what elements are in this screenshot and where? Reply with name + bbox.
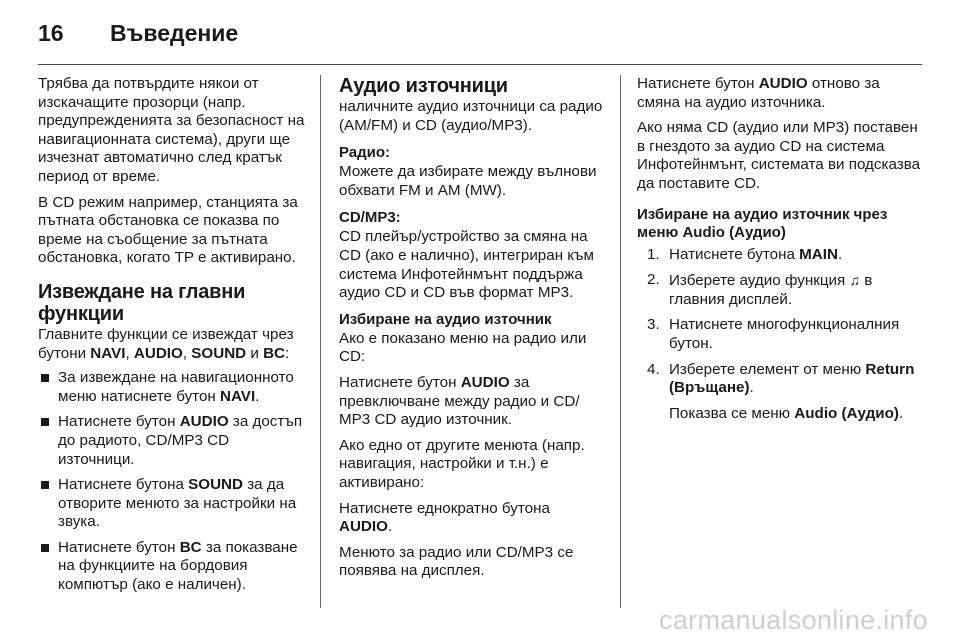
paragraph: Натиснете бутон AUDIO отново за смяна на аудио източника. — [637, 75, 880, 111]
column-2 — [339, 75, 607, 588]
subheading-radio: Радио: — [339, 144, 391, 162]
header-rule — [38, 64, 922, 65]
numbered-steps — [637, 246, 927, 424]
column-3 — [637, 75, 927, 430]
subheading-select-via-audio-menu: Избиране на аудио източник чрез меню Audio (Аудио) — [637, 205, 888, 241]
list-item: 3. Натиснете многофункционалния бутон. — [647, 316, 900, 352]
bullet-list — [38, 369, 306, 595]
music-note-icon: ♫ — [849, 272, 860, 289]
button-name-navi: NAVI — [90, 344, 126, 362]
paragraph: Ако едно от другите менюта (напр. навигация, настройки и т.н.) е активирано: — [339, 436, 585, 491]
paragraph: наличните аудио източници са радио (AM/FM) и CD (аудио/MP3). — [339, 98, 603, 134]
section-heading-main-functions: Извеждане на главни функции — [38, 280, 246, 325]
page-number: 16 — [38, 19, 64, 46]
list-item: За извеждане на навигационното меню натиснете бутон NAVI. — [38, 369, 306, 406]
paragraph: Натиснете бутон AUDIO за превключване между радио и CD/ MP3 CD аудио източник. — [339, 373, 580, 429]
subheading-select-audio-source: Избиране на аудио източник — [339, 310, 552, 328]
bullet-square-icon — [41, 418, 49, 426]
bullet-square-icon — [41, 374, 49, 382]
paragraph: Ако няма CD (аудио или MP3) поставен в гнездото за аудио CD на система Инфотейнмънт, системата ви подсказва да поставите CD. — [637, 119, 921, 192]
column-divider-1 — [320, 75, 321, 608]
button-name-audio: AUDIO — [133, 344, 183, 362]
paragraph: В CD режим например, станцията за пътната обстановка се показва по време на съобщение за пътната обстановка, когато TP е активирано. — [38, 193, 298, 267]
page-header — [38, 18, 238, 48]
step-result: Показва се меню Audio (Аудио). — [669, 404, 904, 422]
column-1 — [38, 75, 306, 602]
paragraph: Ако е показано меню на радио или CD: — [339, 329, 587, 366]
button-name-bc: BC — [263, 344, 286, 362]
list-item: Натиснете бутон BC за показване на функциите на бордовия компютър (ако е наличен). — [38, 539, 306, 595]
list-item: 2. Изберете аудио функция ♫ в главния дисплей. — [647, 271, 873, 308]
paragraph: Можете да избирате между вълнови обхвати FM и AM (MW). — [339, 163, 597, 199]
watermark: carmanualsonline.info — [659, 605, 928, 635]
paragraph: CD плейър/устройство за смяна на CD (ако е налично), интегриран към система Инфотейнмънт поддържа аудио CD и CD във формат MP3. — [339, 228, 594, 302]
list-item: Натиснете бутона SOUND за да отворите менюто за настройки на звука. — [38, 476, 306, 532]
paragraph: Менюто за радио или CD/MP3 се появява на дисплея. — [339, 543, 574, 580]
bullet-square-icon — [41, 544, 49, 552]
list-item: 1. Натиснете бутона MAIN. — [647, 245, 843, 263]
page-title: Въведение — [110, 19, 239, 46]
section-heading-audio-sources: Аудио източници — [339, 75, 508, 97]
list-item: 4. Изберете елемент от меню Return (Връщане). Показва се меню Audio (Аудио). — [637, 361, 927, 424]
paragraph: Трябва да потвърдите някои от изскачащите прозорци (напр. предупрежденията за безопасност на навигационната система), други ще изчезнат автоматично след кратък период от време. — [38, 75, 305, 185]
paragraph: Натиснете еднократно бутона AUDIO. — [339, 499, 550, 536]
button-name-sound: SOUND — [191, 344, 247, 362]
column-divider-2 — [620, 75, 621, 608]
bullet-square-icon — [41, 481, 49, 489]
subheading-cd-mp3: CD/MP3: — [339, 209, 401, 227]
list-item: Натиснете бутон AUDIO за достъп до радиото, CD/MP3 CD източници. — [38, 413, 306, 469]
paragraph: Главните функции се извеждат чрез бутони NAVI, AUDIO, SOUND и BC: — [38, 325, 294, 362]
